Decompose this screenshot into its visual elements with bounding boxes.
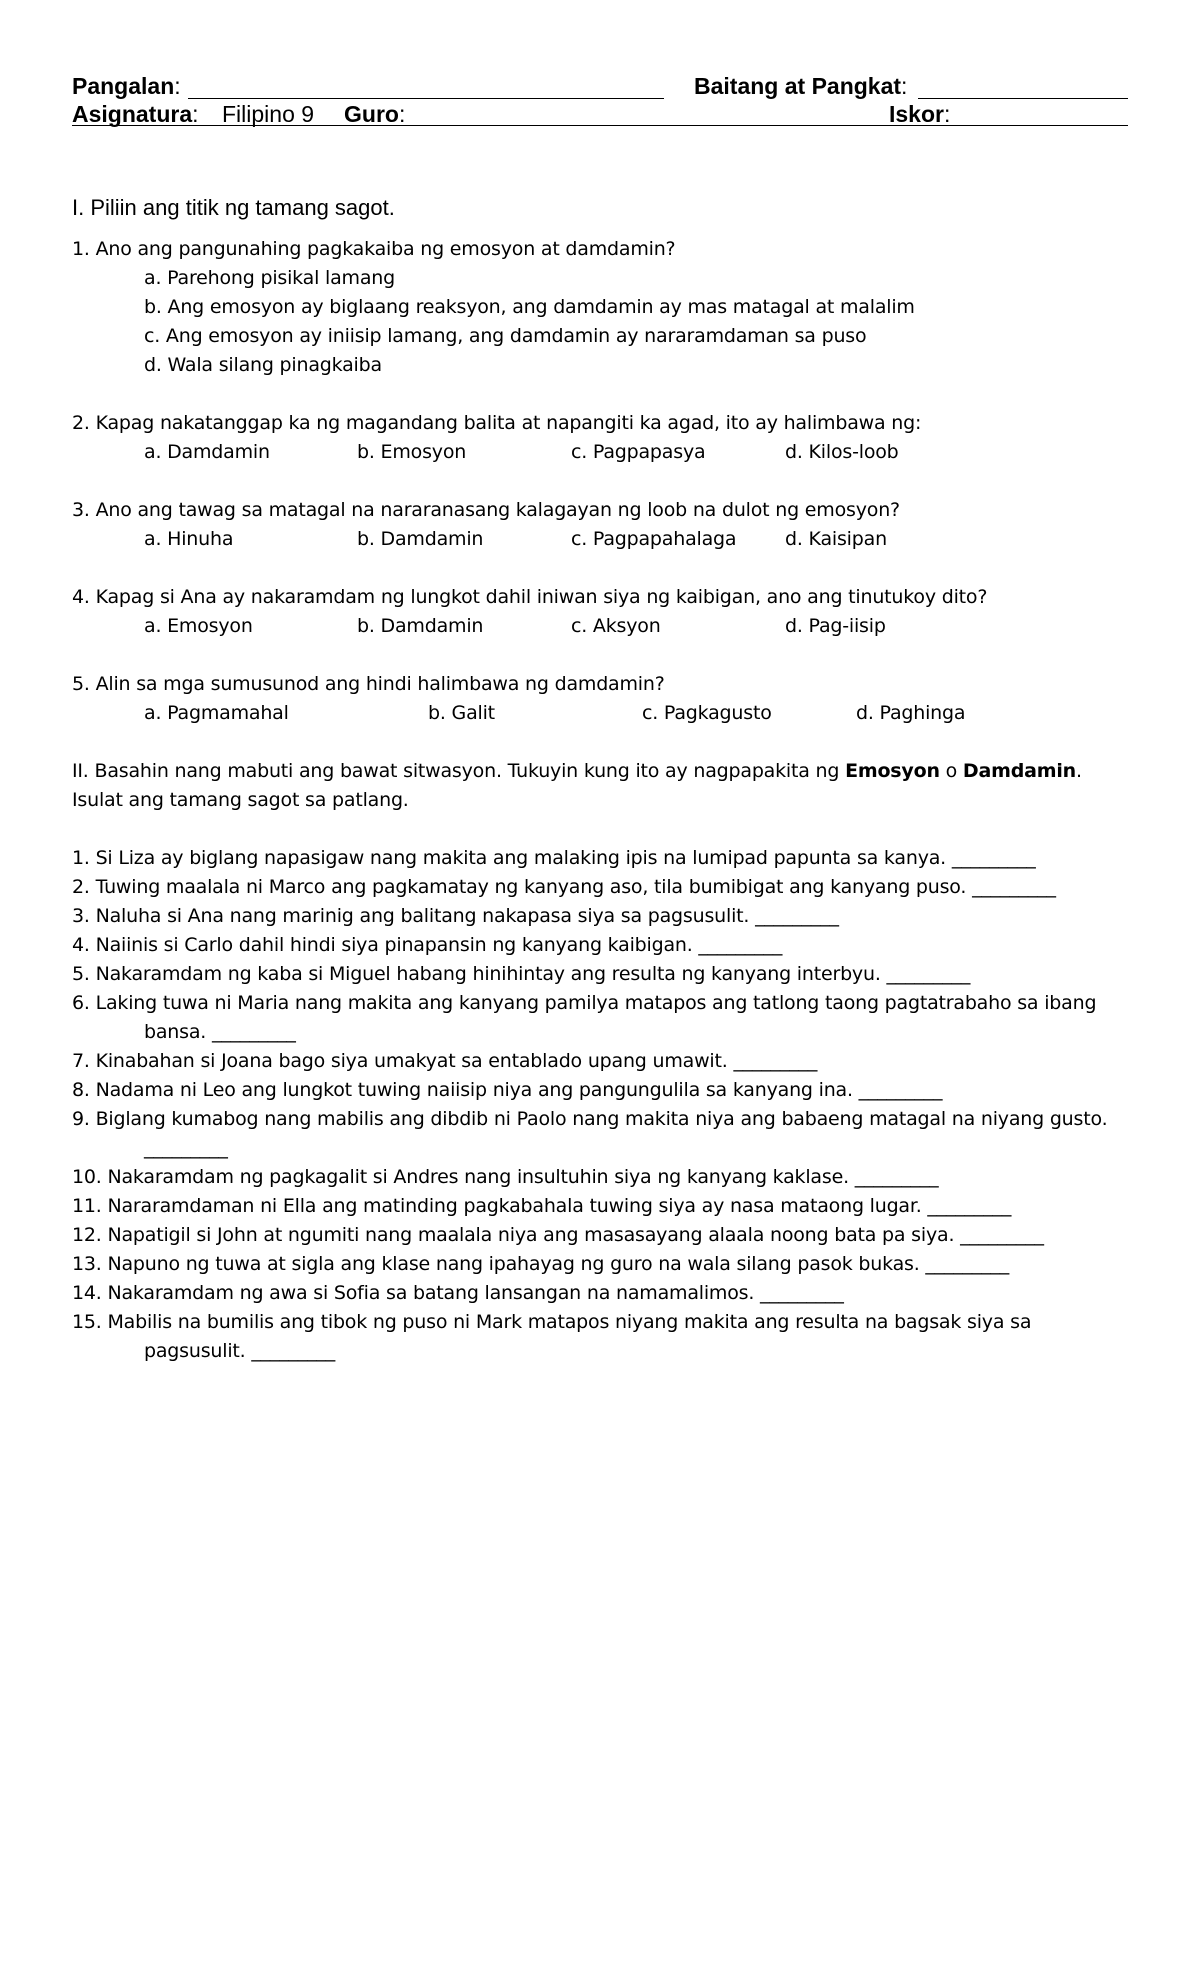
part2-item-14: 14. Nakaramdam ng awa si Sofia sa batang lansangan na namamalimos. _________ xyxy=(72,1282,844,1304)
q5-option-d[interactable]: d. Paghinga xyxy=(856,702,966,724)
teacher-label: Guro: xyxy=(344,101,406,127)
header-underline xyxy=(72,125,1128,126)
name-blank-line[interactable] xyxy=(188,98,664,99)
question-5: 5. Alin sa mga sumusunod ang hindi halimbawa ng damdamin? xyxy=(72,673,665,695)
part2-item-6-cont: bansa. _________ xyxy=(144,1021,296,1043)
q2-option-a[interactable]: a. Damdamin xyxy=(144,441,270,463)
q4-option-c[interactable]: c. Aksyon xyxy=(571,615,661,637)
q4-option-a[interactable]: a. Emosyon xyxy=(144,615,253,637)
part2-item-9-cont: _________ xyxy=(144,1137,228,1159)
q1-option-c[interactable]: c. Ang emosyon ay iniisip lamang, ang damdamin ay nararamdaman sa puso xyxy=(144,325,867,347)
part2-instructions: II. Basahin nang mabuti ang bawat sitwasyon. Tukuyin kung ito ay nagpapakita ng Emosyon o Damdamin. xyxy=(72,760,1082,782)
q3-option-c[interactable]: c. Pagpapahalaga xyxy=(571,528,737,550)
q4-option-b[interactable]: b. Damdamin xyxy=(357,615,484,637)
q4-option-d[interactable]: d. Pag-iisip xyxy=(785,615,886,637)
part2-item-2: 2. Tuwing maalala ni Marco ang pagkamatay ng kanyang aso, tila bumibigat ang kanyang puso. _________ xyxy=(72,876,1056,898)
q3-option-b[interactable]: b. Damdamin xyxy=(357,528,484,550)
q1-option-d[interactable]: d. Wala silang pinagkaiba xyxy=(144,354,382,376)
question-1: 1. Ano ang pangunahing pagkakaiba ng emosyon at damdamin? xyxy=(72,238,676,260)
part2-item-3: 3. Naluha si Ana nang marinig ang balitang nakapasa siya sa pagsusulit. _________ xyxy=(72,905,839,927)
part2-item-15-cont: pagsusulit. _________ xyxy=(144,1340,336,1362)
question-4: 4. Kapag si Ana ay nakaramdam ng lungkot dahil iniwan siya ng kaibigan, ano ang tinutukoy dito? xyxy=(72,586,988,608)
q1-option-a[interactable]: a. Parehong pisikal lamang xyxy=(144,267,395,289)
part2-item-11: 11. Nararamdaman ni Ella ang matinding pagkabahala tuwing siya ay nasa mataong lugar. _________ xyxy=(72,1195,1012,1217)
q3-option-d[interactable]: d. Kaisipan xyxy=(785,528,887,550)
grade-blank-line[interactable] xyxy=(918,98,1128,99)
part2-item-13: 13. Napuno ng tuwa at sigla ang klase nang ipahayag ng guro na wala silang pasok bukas. _________ xyxy=(72,1253,1010,1275)
q5-option-a[interactable]: a. Pagmamahal xyxy=(144,702,289,724)
part2-item-1: 1. Si Liza ay biglang napasigaw nang makita ang malaking ipis na lumipad papunta sa kanya. _________ xyxy=(72,847,1036,869)
part2-item-8: 8. Nadama ni Leo ang lungkot tuwing naiisip niya ang pangungulila sa kanyang ina. _________ xyxy=(72,1079,943,1101)
part2-item-9: 9. Biglang kumabog nang mabilis ang dibdib ni Paolo nang makita niya ang babaeng matagal na niyang gusto. xyxy=(72,1108,1108,1130)
part2-item-15: 15. Mabilis na bumilis ang tibok ng puso ni Mark matapos niyang makita ang resulta na bagsak siya sa xyxy=(72,1311,1032,1333)
q2-option-c[interactable]: c. Pagpapasya xyxy=(571,441,706,463)
part2-item-10: 10. Nakaramdam ng pagkagalit si Andres nang insultuhin siya ng kanyang kaklase. _________ xyxy=(72,1166,939,1188)
q3-option-a[interactable]: a. Hinuha xyxy=(144,528,234,550)
question-2: 2. Kapag nakatanggap ka ng magandang balita at napangiti ka agad, ito ay halimbawa ng: xyxy=(72,412,922,434)
q5-option-c[interactable]: c. Pagkagusto xyxy=(642,702,772,724)
part2-item-12: 12. Napatigil si John at ngumiti nang maalala niya ang masasayang alaala noong bata pa siya. _________ xyxy=(72,1224,1044,1246)
question-3: 3. Ano ang tawag sa matagal na nararanasang kalagayan ng loob na dulot ng emosyon? xyxy=(72,499,900,521)
q2-option-d[interactable]: d. Kilos-loob xyxy=(785,441,899,463)
part2-item-4: 4. Naiinis si Carlo dahil hindi siya pinapansin ng kanyang kaibigan. _________ xyxy=(72,934,783,956)
part1-title: I. Piliin ang titik ng tamang sagot. xyxy=(72,195,395,220)
part2-item-6: 6. Laking tuwa ni Maria nang makita ang kanyang pamilya matapos ang tatlong taong pagtatrabaho sa ibang xyxy=(72,992,1097,1014)
subject-value: Filipino 9 xyxy=(222,101,315,127)
part2-item-5: 5. Nakaramdam ng kaba si Miguel habang hinihintay ang resulta ng kanyang interbyu. _________ xyxy=(72,963,971,985)
score-label: Iskor: xyxy=(889,101,951,127)
grade-label: Baitang at Pangkat: xyxy=(694,73,908,99)
part2-item-7: 7. Kinabahan si Joana bago siya umakyat sa entablado upang umawit. _________ xyxy=(72,1050,818,1072)
q5-option-b[interactable]: b. Galit xyxy=(428,702,495,724)
part2-instructions-line2: Isulat ang tamang sagot sa patlang. xyxy=(72,789,409,811)
q2-option-b[interactable]: b. Emosyon xyxy=(357,441,467,463)
name-label: Pangalan: xyxy=(72,73,181,99)
subject-label: Asignatura: xyxy=(72,101,199,127)
q1-option-b[interactable]: b. Ang emosyon ay biglaang reaksyon, ang damdamin ay mas matagal at malalim xyxy=(144,296,915,318)
